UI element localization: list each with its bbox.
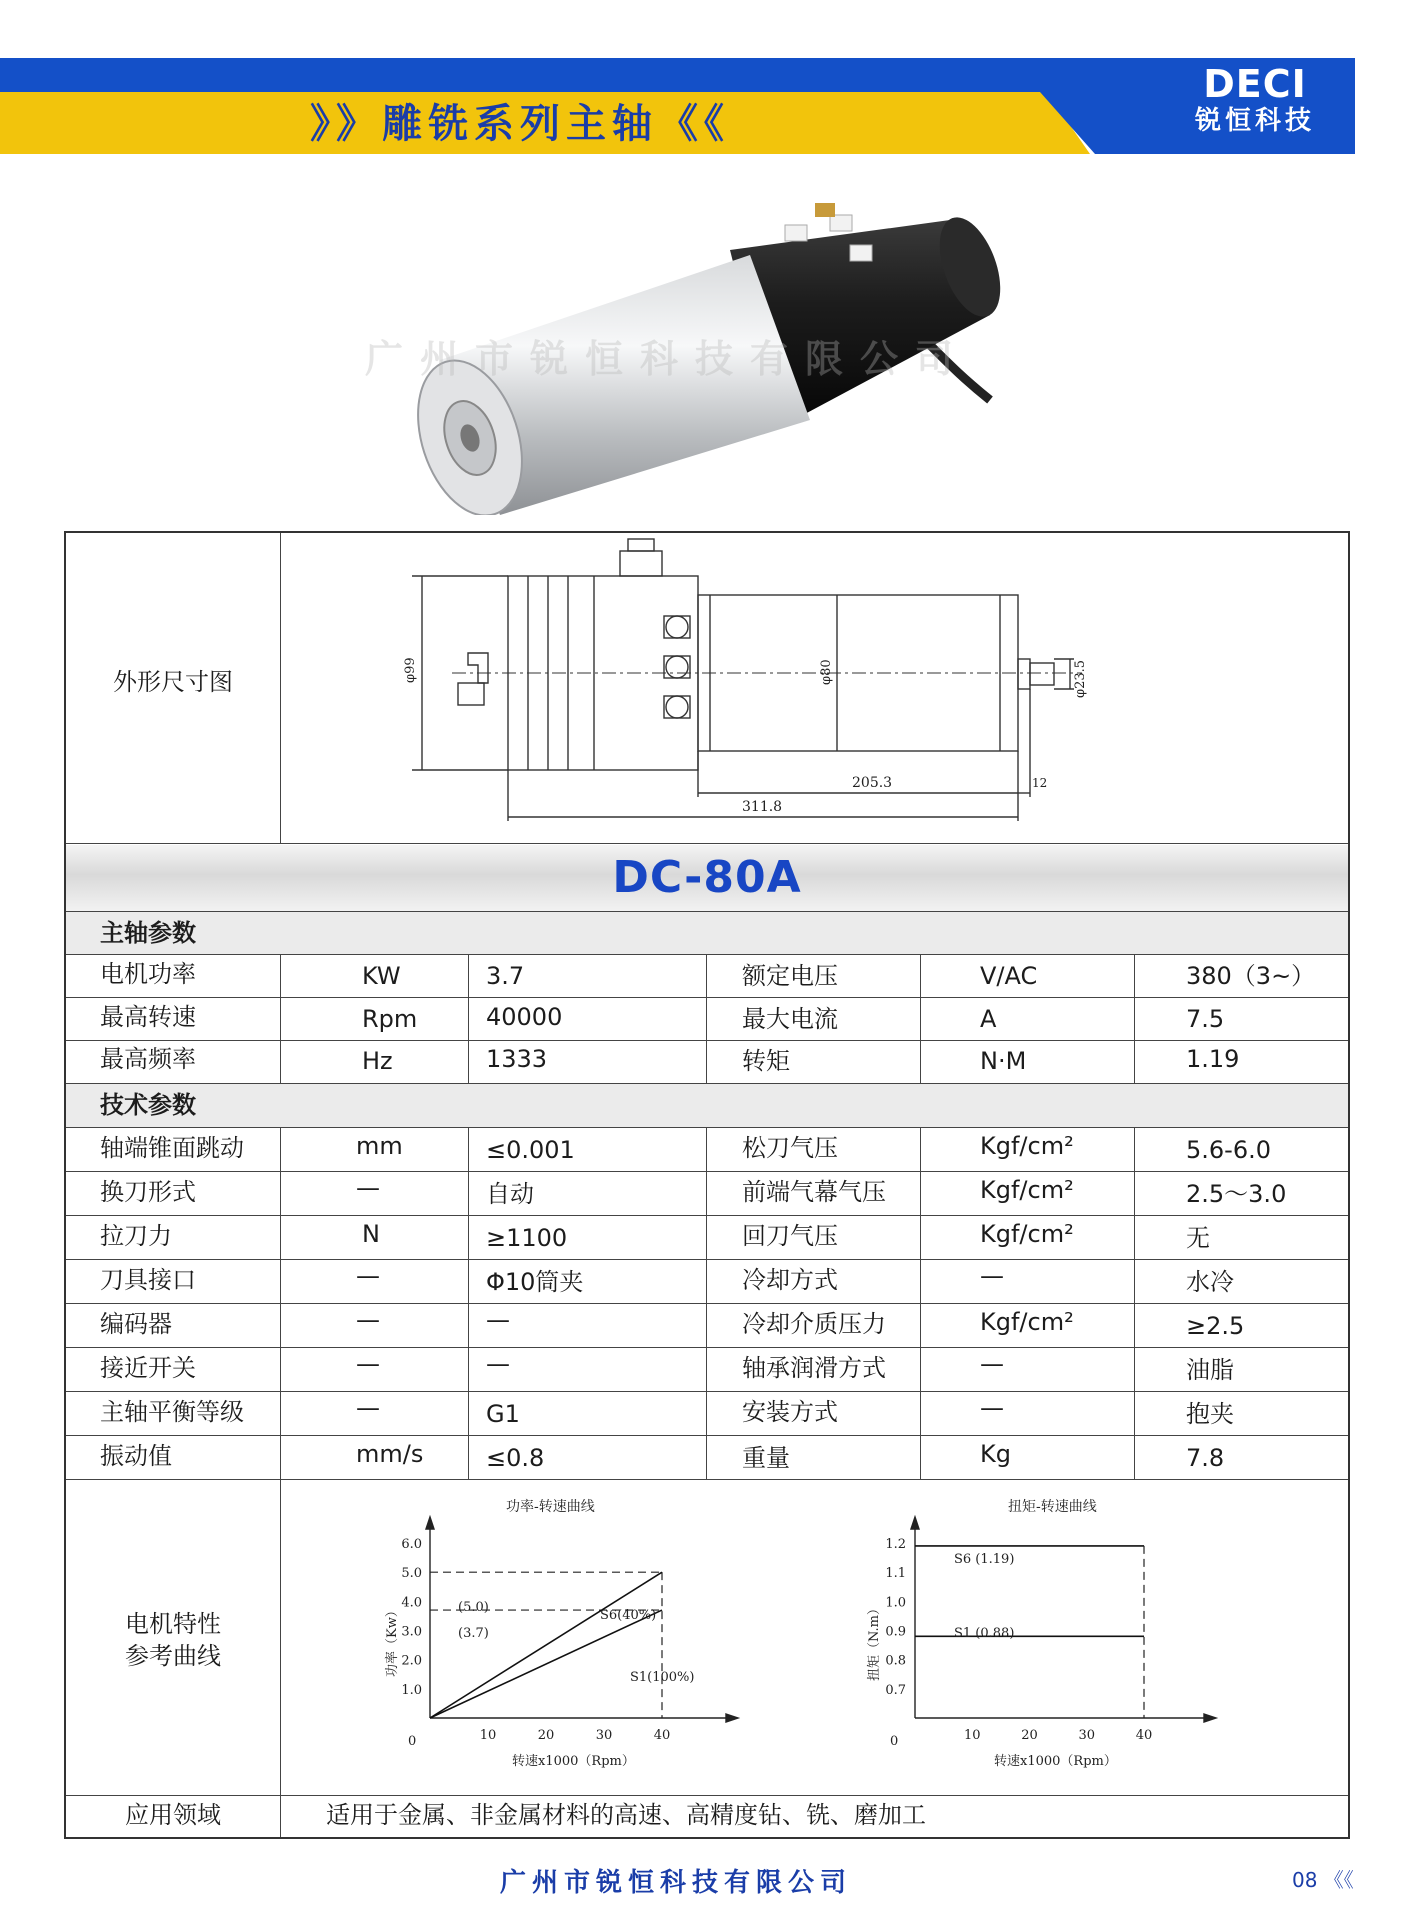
y-tick-label: 1.0: [885, 1595, 906, 1611]
param-unit: Kgf/cm²: [980, 1308, 1074, 1336]
param-value: Φ10筒夹: [486, 1268, 584, 1296]
param-name: 回刀气压: [742, 1222, 838, 1250]
param-name: 额定电压: [742, 962, 838, 990]
power-mark-s1: (3.7): [458, 1626, 489, 1641]
brand-name-en: DECI: [1203, 62, 1307, 106]
y-tick-label: 1.1: [885, 1566, 906, 1582]
param-value: 40000: [486, 1003, 563, 1031]
param-name: 最大电流: [742, 1005, 838, 1033]
param-unit: —: [356, 1174, 380, 1202]
dim-d99: φ99: [403, 657, 418, 683]
x-tick-label: 30: [595, 1728, 613, 1743]
power-chart-title: 功率-转速曲线: [506, 1499, 595, 1515]
torque-chart-xlabel: 转速x1000（Rpm）: [994, 1754, 1117, 1769]
brand-logo: [1160, 62, 1350, 136]
param-unit: Kgf/cm²: [980, 1220, 1074, 1248]
x-tick-label: 40: [653, 1728, 671, 1743]
param-unit: —: [356, 1394, 380, 1422]
param-value: 水冷: [1186, 1268, 1234, 1296]
application-value: 适用于金属、非金属材料的高速、高精度钻、铣、磨加工: [326, 1801, 926, 1829]
param-value: 自动: [486, 1180, 534, 1208]
power-s6-series-line: [430, 1572, 662, 1718]
tech-params-header: [66, 1084, 1348, 1127]
page-title: 》》雕铣系列主轴《《: [310, 101, 730, 147]
y-tick-label: 6.0: [401, 1537, 422, 1552]
param-name: 最高频率: [100, 1045, 196, 1073]
power-mark-s6: (5.0): [458, 1600, 489, 1615]
param-name: 换刀形式: [100, 1178, 196, 1206]
y-tick-label: 0.7: [885, 1682, 906, 1698]
param-value: 7.5: [1186, 1005, 1225, 1033]
y-tick-label: 0.8: [885, 1653, 906, 1669]
param-unit: Kgf/cm²: [980, 1176, 1074, 1204]
param-name: 重量: [742, 1444, 790, 1472]
param-unit: —: [356, 1306, 380, 1334]
param-unit: mm/s: [356, 1440, 424, 1468]
param-value: 无: [1186, 1224, 1210, 1252]
power-s1-label: S1(100%): [630, 1670, 695, 1685]
y-tick-label: 4.0: [401, 1595, 422, 1611]
param-value: 5.6-6.0: [1186, 1136, 1271, 1164]
watermark-text: 广州市锐恒科技有限公司: [365, 337, 971, 381]
drawing-label: 外形尺寸图: [113, 668, 233, 696]
param-unit: mm: [356, 1132, 403, 1160]
param-value: 油脂: [1186, 1356, 1234, 1384]
y-tick-label: 0.9: [885, 1624, 906, 1640]
param-name: 前端气幕气压: [742, 1178, 886, 1206]
param-unit: A: [980, 1005, 997, 1033]
y-tick-label: 1.2: [885, 1537, 906, 1552]
param-unit: —: [980, 1350, 1004, 1378]
torque-chart-origin: 0: [890, 1734, 899, 1749]
param-unit: —: [356, 1262, 380, 1290]
power-s6-label: S6(40%): [600, 1608, 657, 1623]
param-name: 冷却介质压力: [742, 1310, 886, 1338]
param-value: ≥1100: [486, 1224, 568, 1252]
param-value: —: [486, 1306, 510, 1334]
x-tick-label: 20: [1021, 1728, 1038, 1743]
param-value: 380（3~）: [1186, 962, 1316, 990]
param-unit: —: [356, 1350, 380, 1378]
application-label: 应用领域: [125, 1801, 221, 1829]
param-unit: Rpm: [362, 1005, 418, 1033]
param-name: 松刀气压: [742, 1134, 838, 1162]
param-name: 最高转速: [100, 1003, 196, 1031]
param-name: 拉刀力: [100, 1222, 172, 1250]
power-speed-chart: [282, 1481, 782, 1793]
param-unit: N: [362, 1220, 380, 1248]
page-number: 08 《《: [1292, 1868, 1354, 1892]
power-chart-ylabel: 功率（Kw）: [385, 1604, 400, 1677]
x-tick-label: 30: [1078, 1728, 1096, 1743]
torque-chart-ylabel: 扭矩（N.m）: [867, 1601, 882, 1681]
param-name: 转矩: [742, 1047, 790, 1075]
dim-d23: φ23.5: [1073, 659, 1088, 698]
param-name: 安装方式: [742, 1398, 838, 1426]
power-chart-origin: 0: [408, 1734, 417, 1749]
spec-table: [64, 531, 1350, 1839]
param-value: 1333: [486, 1045, 548, 1073]
y-tick-label: 3.0: [401, 1624, 422, 1640]
curves-label-line2: 参考曲线: [125, 1642, 221, 1670]
spindle-params-header: [66, 912, 1348, 954]
param-name: 振动值: [100, 1442, 172, 1470]
param-value: 3.7: [486, 962, 525, 990]
param-value: ≤0.8: [486, 1444, 545, 1472]
x-tick-label: 40: [1135, 1728, 1153, 1743]
param-value: 7.8: [1186, 1444, 1225, 1472]
x-tick-label: 20: [537, 1728, 555, 1743]
torque-chart-title: 扭矩-转速曲线: [1008, 1499, 1097, 1515]
param-unit: —: [980, 1262, 1004, 1290]
param-name: 冷却方式: [742, 1266, 838, 1294]
param-value: 2.5～3.0: [1186, 1180, 1287, 1208]
param-unit: Kgf/cm²: [980, 1132, 1074, 1160]
dimension-drawing: [282, 533, 1348, 843]
spindle-params-title: 主轴参数: [100, 919, 196, 947]
curves-label-line1: 电机特性: [125, 1610, 221, 1638]
dim-d80: φ80: [819, 659, 834, 685]
param-name: 轴承润滑方式: [742, 1354, 886, 1382]
param-name: 编码器: [100, 1310, 172, 1338]
x-tick-label: 10: [479, 1728, 497, 1743]
param-value: 1.19: [1186, 1045, 1240, 1073]
y-tick-label: 5.0: [401, 1566, 422, 1582]
param-name: 电机功率: [100, 960, 196, 988]
torque-s6-label: S6 (1.19): [954, 1552, 1015, 1567]
tech-params-title: 技术参数: [100, 1091, 196, 1119]
y-tick-label: 1.0: [401, 1682, 422, 1698]
param-unit: —: [980, 1394, 1004, 1422]
param-unit: V/AC: [980, 962, 1038, 990]
param-value: —: [486, 1350, 510, 1378]
param-value: ≥2.5: [1186, 1312, 1245, 1340]
param-name: 主轴平衡等级: [100, 1398, 244, 1426]
dim-len-motor: 205.3: [852, 775, 893, 791]
param-value: 抱夹: [1186, 1400, 1234, 1428]
param-unit: Hz: [362, 1047, 393, 1075]
param-name: 刀具接口: [100, 1266, 196, 1294]
y-tick-label: 2.0: [401, 1653, 422, 1669]
param-name: 轴端锥面跳动: [100, 1134, 244, 1162]
param-unit: N·M: [980, 1047, 1027, 1075]
dim-len-total: 311.8: [742, 799, 783, 815]
footer-company: 广州市锐恒科技有限公司: [500, 1868, 853, 1898]
torque-speed-chart: [782, 1481, 1302, 1793]
x-tick-label: 10: [963, 1728, 981, 1743]
torque-s1-label: S1 (0.88): [954, 1626, 1015, 1641]
model-name: DC-80A: [612, 852, 802, 903]
power-chart-xlabel: 转速x1000（Rpm）: [512, 1754, 635, 1769]
param-value: ≤0.001: [486, 1136, 575, 1164]
param-unit: KW: [362, 962, 401, 990]
dim-len-tip: 12: [1032, 776, 1048, 790]
param-name: 接近开关: [100, 1354, 196, 1382]
param-value: G1: [486, 1400, 520, 1428]
brand-name-cn: 锐恒科技: [1194, 106, 1315, 136]
param-unit: Kg: [980, 1440, 1011, 1468]
